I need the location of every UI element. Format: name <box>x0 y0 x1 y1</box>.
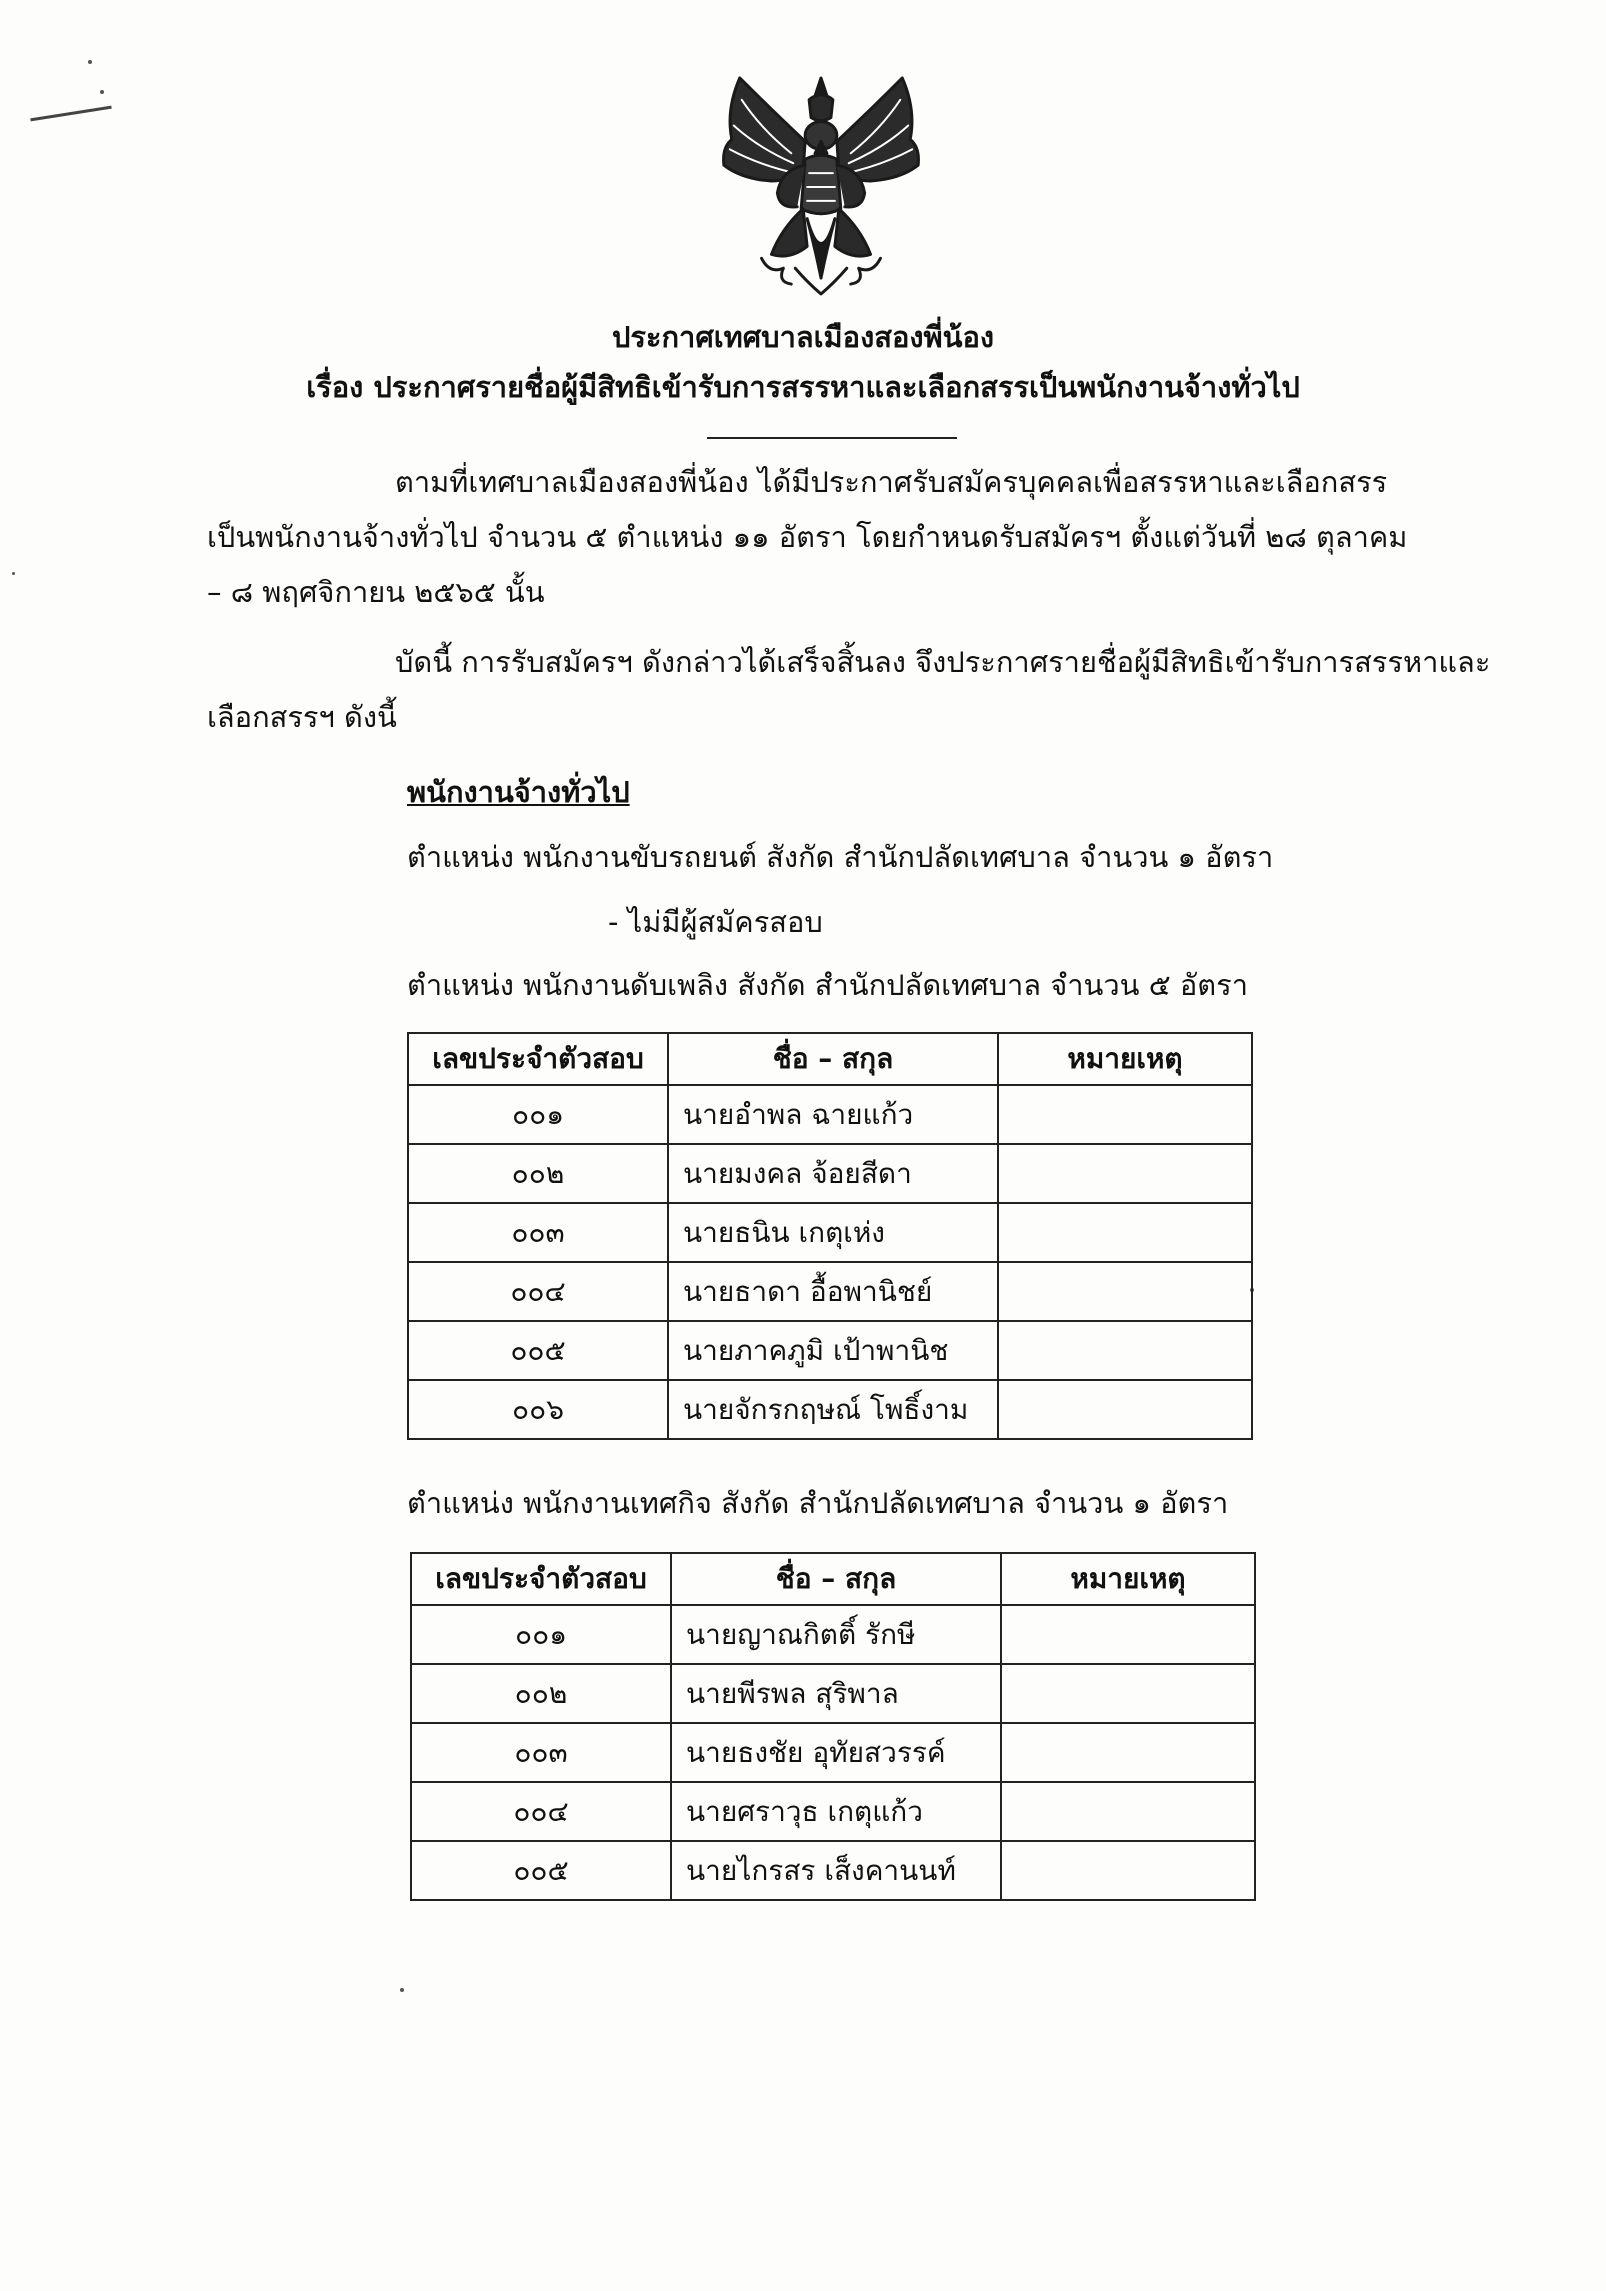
name-cell: นายภาคภูมิ เป้าพานิช <box>668 1321 998 1380</box>
garuda-emblem-icon <box>712 70 930 298</box>
remark-cell <box>998 1203 1252 1262</box>
scan-mark <box>30 106 111 122</box>
column-header-name: ชื่อ – สกุล <box>668 1033 998 1085</box>
no-applicants-note: - ไม่มีผู้สมัครสอบ <box>608 905 823 939</box>
scan-speck <box>88 60 92 64</box>
name-cell: นายธาดา อื้อพานิชย์ <box>668 1262 998 1321</box>
exam-id-cell: ๐๐๑ <box>411 1605 671 1664</box>
column-header-remark: หมายเหตุ <box>1001 1553 1255 1605</box>
remark-cell <box>1001 1723 1255 1782</box>
municipal-officer-roster-table <box>410 1552 1256 1901</box>
name-cell: นายญาณกิตติ์ รักษี <box>671 1605 1001 1664</box>
name-cell: นายจักรกฤษณ์ โพธิ์งาม <box>668 1380 998 1439</box>
remark-cell <box>998 1321 1252 1380</box>
remark-cell <box>998 1144 1252 1203</box>
column-header-name: ชื่อ – สกุล <box>671 1553 1001 1605</box>
remark-cell <box>998 1262 1252 1321</box>
name-cell: นายอำพล ฉายแก้ว <box>668 1085 998 1144</box>
remark-cell <box>1001 1782 1255 1841</box>
name-cell: นายพีรพล สุริพาล <box>671 1664 1001 1723</box>
paragraph-1-line-3: – ๘ พฤศจิกายน ๒๕๖๕ นั้น <box>207 575 545 609</box>
paragraph-2-line-2: เลือกสรรฯ ดังนี้ <box>207 700 397 734</box>
table-row <box>408 1262 1252 1321</box>
remark-cell <box>1001 1664 1255 1723</box>
exam-id-cell: ๐๐๖ <box>408 1380 668 1439</box>
name-cell: นายธงชัย อุทัยสวรรค์ <box>671 1723 1001 1782</box>
table-row <box>408 1085 1252 1144</box>
exam-id-cell: ๐๐๕ <box>408 1321 668 1380</box>
table-header-row <box>411 1553 1255 1605</box>
table-row <box>408 1144 1252 1203</box>
name-cell: นายศราวุธ เกตุแก้ว <box>671 1782 1001 1841</box>
table-row <box>411 1782 1255 1841</box>
exam-id-cell: ๐๐๓ <box>408 1203 668 1262</box>
exam-id-cell: ๐๐๒ <box>411 1664 671 1723</box>
exam-id-cell: ๐๐๒ <box>408 1144 668 1203</box>
title-divider <box>707 437 957 439</box>
table-row <box>408 1380 1252 1439</box>
paragraph-1-line-2: เป็นพนักงานจ้างทั่วไป จำนวน ๕ ตำแหน่ง ๑๑ อัตรา โดยกำหนดรับสมัครฯ ตั้งแต่วันที่ ๒๘ ตุลาคม <box>207 520 1408 554</box>
table-row <box>411 1841 1255 1900</box>
remark-cell <box>998 1380 1252 1439</box>
section-heading: พนักงานจ้างทั่วไป <box>407 775 630 809</box>
table-row <box>411 1664 1255 1723</box>
paragraph-2-line-1: บัดนี้ การรับสมัครฯ ดังกล่าวได้เสร็จสิ้นลง จึงประกาศรายชื่อผู้มีสิทธิเข้ารับการสรรหาและ <box>395 645 1491 679</box>
remark-cell <box>1001 1605 1255 1664</box>
paragraph-1-line-1: ตามที่เทศบาลเมืองสองพี่น้อง ได้มีประกาศรับสมัครบุคคลเพื่อสรรหาและเลือกสรร <box>395 465 1388 499</box>
table-row <box>411 1723 1255 1782</box>
exam-id-cell: ๐๐๓ <box>411 1723 671 1782</box>
position-title-municipal-officer: ตำแหน่ง พนักงานเทศกิจ สังกัด สำนักปลัดเทศบาล จำนวน ๑ อัตรา <box>407 1486 1229 1520</box>
table-row <box>408 1203 1252 1262</box>
table-row <box>408 1321 1252 1380</box>
firefighter-roster-table <box>407 1032 1253 1440</box>
table-row <box>411 1605 1255 1664</box>
name-cell: นายไกรสร เส็งคานนท์ <box>671 1841 1001 1900</box>
exam-id-cell: ๐๐๔ <box>408 1262 668 1321</box>
announcement-title: ประกาศเทศบาลเมืองสองพี่น้อง <box>611 320 995 354</box>
table-header-row <box>408 1033 1252 1085</box>
scan-speck <box>100 90 104 94</box>
position-title-firefighter: ตำแหน่ง พนักงานดับเพลิง สังกัด สำนักปลัดเทศบาล จำนวน ๕ อัตรา <box>407 968 1248 1002</box>
scan-speck <box>12 572 15 575</box>
column-header-exam-id: เลขประจำตัวสอบ <box>408 1033 668 1085</box>
exam-id-cell: ๐๐๔ <box>411 1782 671 1841</box>
announcement-subject: เรื่อง ประกาศรายชื่อผู้มีสิทธิเข้ารับการสรรหาและเลือกสรรเป็นพนักงานจ้างทั่วไป <box>306 370 1300 404</box>
name-cell: นายมงคล จ้อยสีดา <box>668 1144 998 1203</box>
column-header-remark: หมายเหตุ <box>998 1033 1252 1085</box>
exam-id-cell: ๐๐๑ <box>408 1085 668 1144</box>
remark-cell <box>998 1085 1252 1144</box>
position-title-driver: ตำแหน่ง พนักงานขับรถยนต์ สังกัด สำนักปลัดเทศบาล จำนวน ๑ อัตรา <box>407 840 1274 874</box>
scan-speck <box>400 1988 404 1992</box>
column-header-exam-id: เลขประจำตัวสอบ <box>411 1553 671 1605</box>
remark-cell <box>1001 1841 1255 1900</box>
name-cell: นายธนิน เกตุเห่ง <box>668 1203 998 1262</box>
exam-id-cell: ๐๐๕ <box>411 1841 671 1900</box>
